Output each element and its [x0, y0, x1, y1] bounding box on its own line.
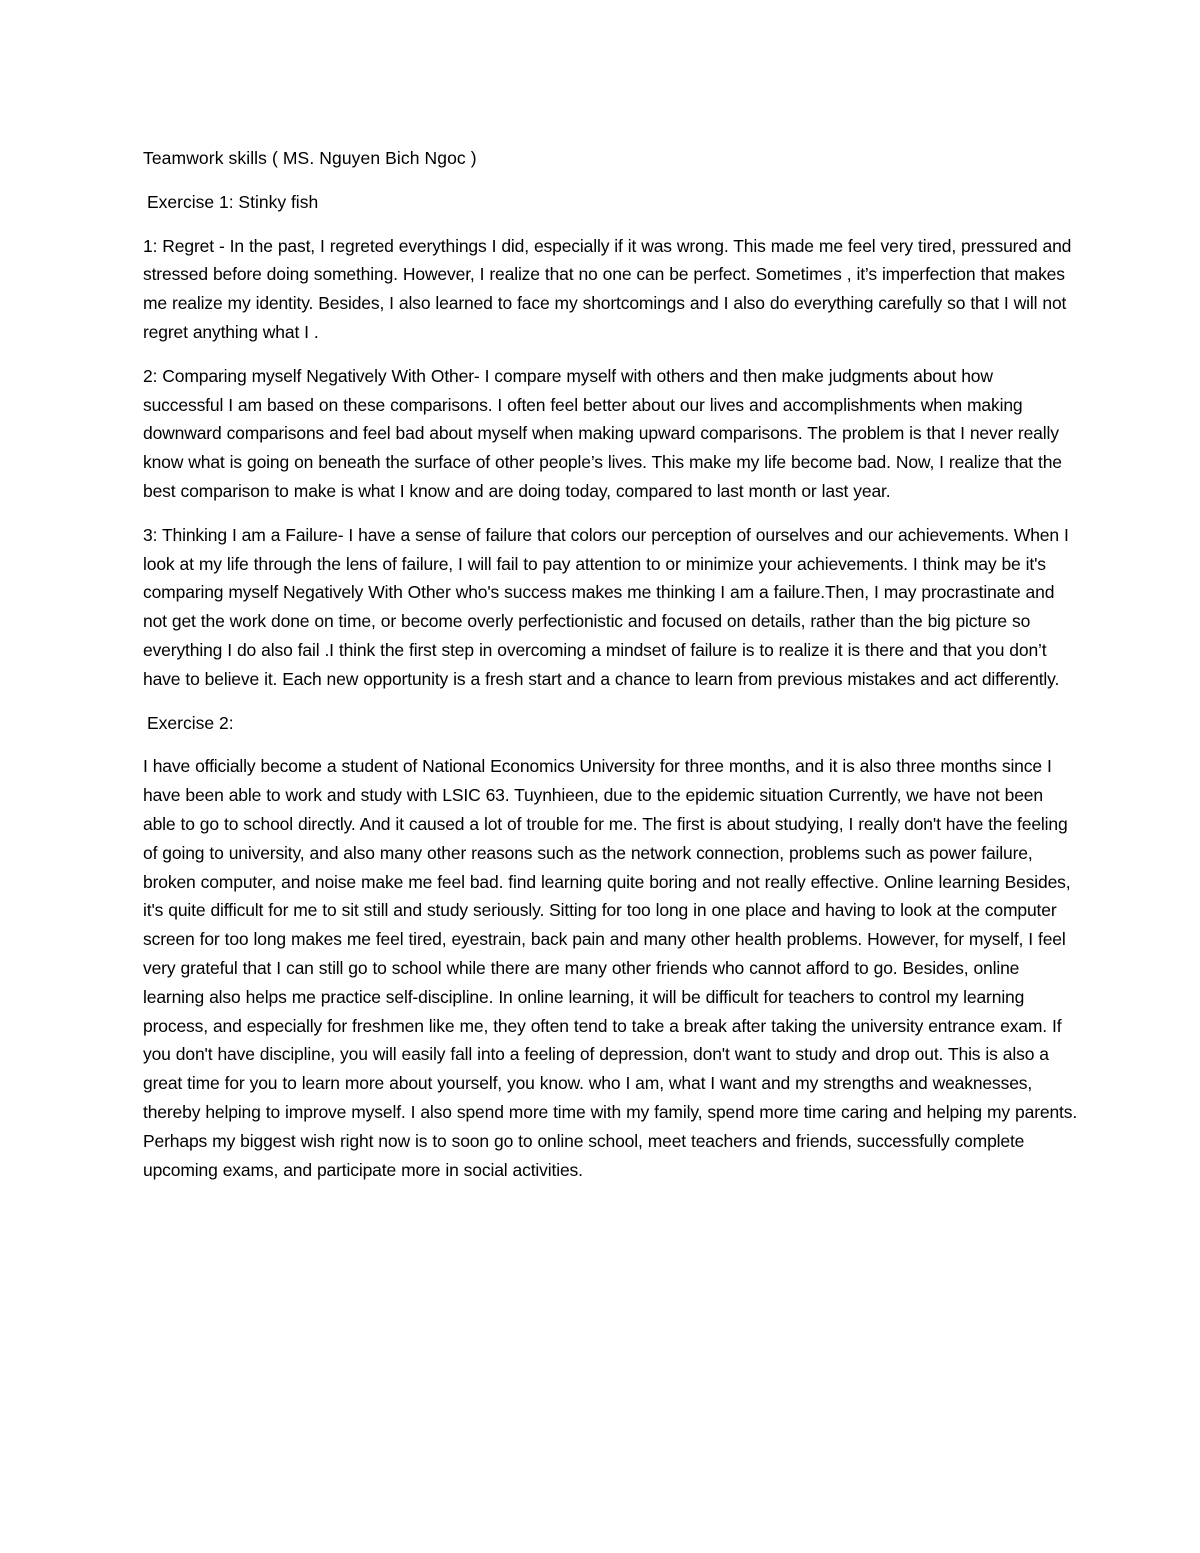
exercise-1-paragraph-comparing: 2: Comparing myself Negatively With Other- I compare myself with others and then make judgments about how successful I am based on these comparisons. I often feel better about our lives and accomplishments when making downward comparisons and feel bad about myself when making upward comparisons. The problem is that I never really know what is going on beneath the surface of other people’s lives. This make my life become bad. Now, I realize that the best comparison to make is what I know and are doing today, compared to last month or last year. — [143, 365, 1062, 501]
document-title: Teamwork skills ( MS. Nguyen Bich Ngoc ) — [143, 148, 477, 168]
exercise-2-paragraph: I have officially become a student of National Economics University for three months, and it is also three months since I have been able to work and study with LSIC 63. Tuynhieen, due to the epidemic situation Currently, we have not been able to go to school directly. And it caused a lot of trouble for me. The first is about studying, I really don't have the feeling of going to university, and also many other reasons such as the network connection, problems such as power failure, broken computer, and noise make me feel bad. find learning quite boring and not really effective. Online learning Besides, it's quite difficult for me to sit still and study seriously. Sitting for too long in one place and having to look at the computer screen for too long makes me feel tired, eyestrain, back pain and many other health problems. However, for myself, I feel very grateful that I can still go to school while there are many other friends who cannot afford to go. Besides, online learning also helps me practice self-discipline. In online learning, it will be difficult for teachers to control my learning process, and especially for freshmen like me, they often tend to take a break after taking the university entrance exam. If you don't have discipline, you will easily fall into a feeling of depression, don't want to study and drop out. This is also a great time for you to learn more about yourself, you know. who I am, what I want and my strengths and weaknesses, thereby helping to improve myself. I also spend more time with my family, spend more time caring and helping my parents. Perhaps my biggest wish right now is to soon go to online school, meet teachers and friends, successfully complete upcoming exams, and participate more in social activities. — [143, 756, 1078, 1180]
document-body — [143, 144, 1078, 1184]
exercise-1-paragraph-failure: 3: Thinking I am a Failure- I have a sense of failure that colors our perception of ourselves and our achievements. When I look at my life through the lens of failure, I will fail to pay attention to or minimize your achievements. I think may be it's comparing myself Negatively With Other who's success makes me thinking I am a failure.Then, I may procrastinate and not get the work done on time, or become overly perfectionistic and focused on details, rather than the big picture so everything I do also fail .I think the first step in overcoming a mindset of failure is to realize it is there and that you don’t have to believe it. Each new opportunity is a fresh start and a chance to learn from previous mistakes and act differently. — [143, 524, 1069, 689]
exercise-1-heading: Exercise 1: Stinky fish — [147, 191, 319, 212]
exercise-2-heading: Exercise 2: — [147, 712, 234, 733]
exercise-1-paragraph-regret: 1: Regret - In the past, I regreted everythings I did, especially if it was wrong. This made me feel very tired, pressured and stressed before doing something. However, I realize that no one can be perfect. Sometimes , it’s imperfection that makes me realize my identity. Besides, I also learned to face my shortcomings and I also do everything carefully so that I will not regret anything what I . — [143, 235, 1072, 342]
